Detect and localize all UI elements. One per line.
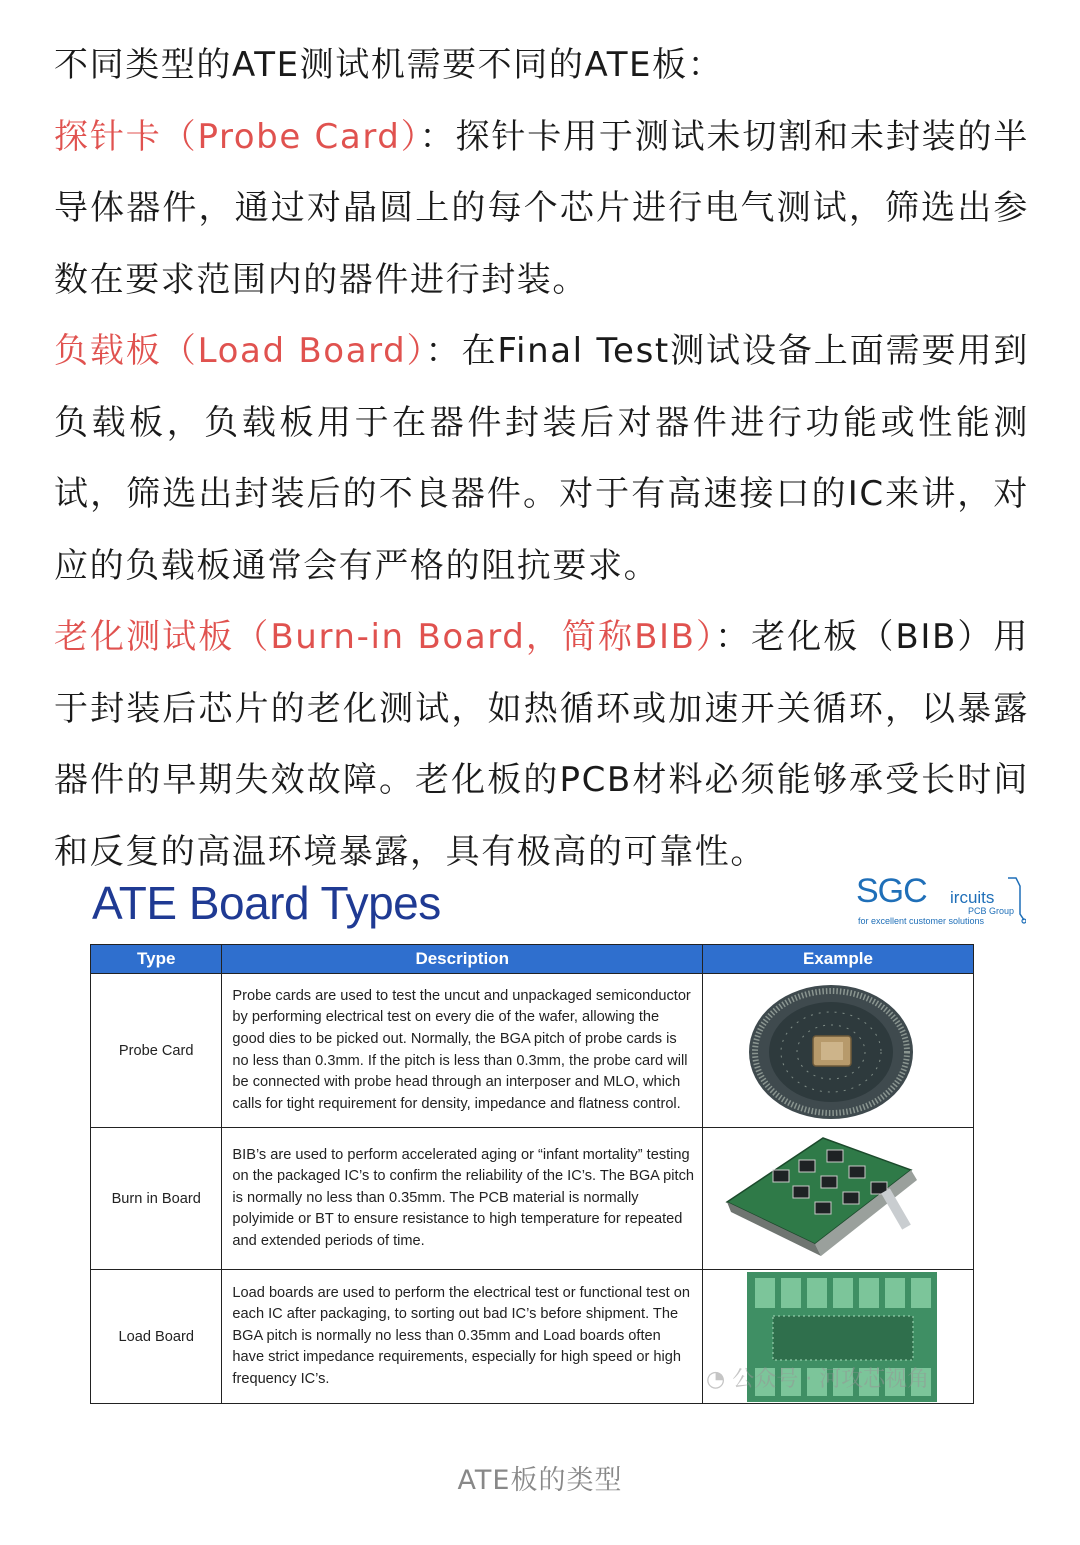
table-row — [91, 1128, 974, 1270]
burn-in-board-text: ：老化板（BIB）用于封装后芯片的老化测试，如热循环或加速开关循环，以暴露器件的早期失效故障。老化板的PCB材料必须能够承受长时间和反复的高温环境暴露，具有极高的可靠性。 — [54, 617, 1030, 872]
row-type: Probe Card — [91, 974, 222, 1128]
row-description: BIB’s are used to perform accelerated aging or “infant mortality” testing on the packaged IC’s to confirm the reliability of the IC’s. The BGA pitch is normally no less than 0.35mm. The PCB material is normally polyimide or BT to ensure resistance to high temperature for repeated and extended periods of time. — [222, 1128, 703, 1270]
figure-title: ATE Board Types — [92, 877, 441, 929]
burn-in-board-paragraph — [54, 602, 1029, 888]
intro-paragraph: 不同类型的ATE测试机需要不同的ATE板： — [54, 45, 724, 85]
row-description: Probe cards are used to test the uncut and unpackaged semiconductor by performing electrical test on every die of the wafer, allowing the good dies to be picked out. Normally, the BGA pitch of probe cards is no less than 0.3mm. If the pitch is less than 0.3mm, the probe card will be connected with probe head through an interposer and MLO, which calls for tight requirement for density, impedance and flatness control. — [222, 974, 703, 1128]
header-description: Description — [222, 945, 703, 974]
table-header-row — [91, 945, 974, 974]
row-description: Load boards are used to perform the electrical test or functional test on each IC after packaging, to sorting out bad IC’s before shipment. The BGA pitch is normally no less than 0.35mm and Load boards often have strict impedance requirements, especially for high speed or high frequency IC’s. — [222, 1270, 703, 1404]
watermark-text: 公众号 · 河攻芯视角 — [732, 1367, 930, 1392]
probe-card-image — [702, 974, 973, 1128]
figure-caption: ATE板的类型 — [457, 1465, 623, 1496]
load-board-term: 负载板（Load Board） — [54, 331, 426, 371]
burn-in-board-term: 老化测试板（Burn-in Board，简称BIB） — [54, 617, 716, 657]
row-type: Burn in Board — [91, 1128, 222, 1270]
row-type: Load Board — [91, 1270, 222, 1404]
burn-in-board-image — [702, 1128, 973, 1270]
logo-group-text: PCB Group — [968, 906, 1015, 916]
sgcircuits-logo — [856, 872, 1024, 930]
logo-sub-text: ircuits — [950, 888, 995, 907]
header-example: Example — [702, 945, 973, 974]
logo-tagline: for excellent customer solutions — [858, 916, 985, 926]
probe-card-paragraph — [54, 102, 1029, 317]
watermark — [706, 1362, 929, 1393]
ate-board-types-figure — [88, 868, 1028, 1413]
wechat-icon: ◔ — [706, 1367, 726, 1392]
load-board-text: ：在Final Test测试设备上面需要用到负载板，负载板用于在器件封装后对器件进行功能或性能测试，筛选出封装后的不良器件。对于有高速接口的IC来讲，对应的负载板通常会有严格的阻抗要求。 — [54, 331, 1029, 586]
header-type: Type — [91, 945, 222, 974]
table-row — [91, 974, 974, 1128]
probe-card-text: ：探针卡用于测试未切割和未封装的半导体器件，通过对晶圆上的每个芯片进行电气测试，筛选出参数在要求范围内的器件进行封装。 — [54, 116, 1029, 300]
probe-card-term: 探针卡（Probe Card） — [54, 116, 420, 157]
circuit-trace-icon — [1006, 874, 1026, 926]
ate-board-table — [90, 944, 974, 1404]
article-body — [54, 30, 1029, 888]
logo-main-text: SGC — [856, 872, 927, 910]
load-board-paragraph — [54, 316, 1029, 602]
